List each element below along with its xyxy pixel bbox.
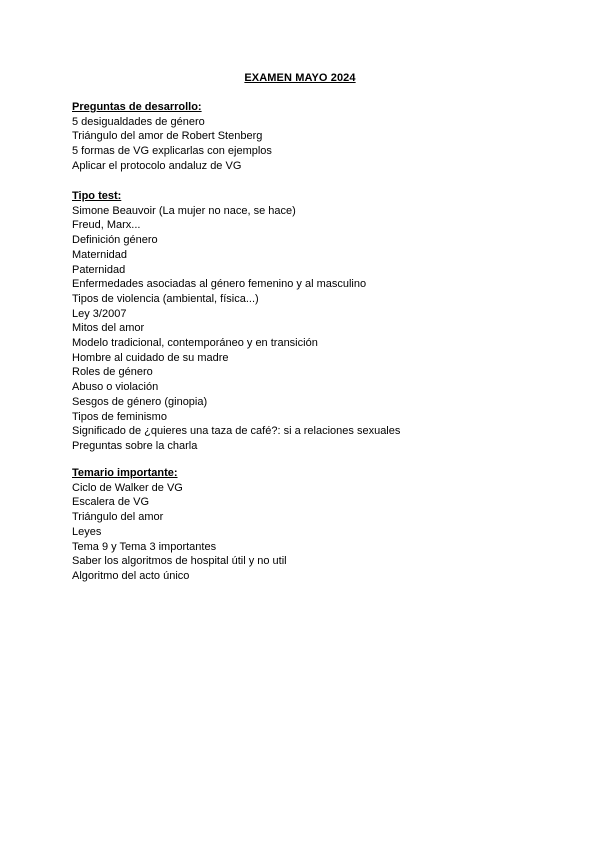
list-item: Leyes [72,525,102,538]
list-item: Saber los algoritmos de hospital útil y no util [72,555,287,568]
list-item: Tipos de violencia (ambiental, física...) [72,292,259,305]
section-heading: Tipo test: [72,190,122,202]
list-item: Enfermedades asociadas al género femenino y al masculino [72,278,367,291]
list-item: Maternidad [72,248,128,261]
list-item: Abuso o violación [72,381,159,394]
list-item: Roles de género [72,366,153,379]
list-item: Triángulo del amor [72,511,164,524]
list-item: Tema 9 y Tema 3 importantes [72,540,217,553]
document-title: EXAMEN MAYO 2024 [244,72,356,84]
section-heading: Preguntas de desarrollo: [72,101,202,113]
section-list [72,115,552,174]
section-temario-importante [72,466,552,584]
section-list [72,481,552,584]
list-item: Aplicar el protocolo andaluz de VG [72,159,242,172]
section-heading: Temario importante: [72,467,178,479]
list-item: 5 formas de VG explicarlas con ejemplos [72,145,272,158]
list-item: Mitos del amor [72,322,145,335]
section-list [72,204,552,454]
list-item: Preguntas sobre la charla [72,439,198,452]
list-item: Modelo tradicional, contemporáneo y en transición [72,337,318,350]
section-tipo-test [72,189,552,454]
list-item: Definición género [72,234,158,247]
list-item: Tipos de feminismo [72,410,167,423]
list-item: Freud, Marx... [72,219,141,232]
list-item: Significado de ¿quieres una taza de café?: si a relaciones sexuales [72,425,401,438]
list-item: Ley 3/2007 [72,307,127,320]
list-item: Simone Beauvoir (La mujer no nace, se hace) [72,204,296,217]
list-item: Sesgos de género (ginopia) [72,395,208,408]
list-item: Triángulo del amor de Robert Stenberg [72,130,263,143]
list-item: 5 desigualdades de género [72,115,205,128]
list-item: Algoritmo del acto único [72,569,190,582]
list-item: Ciclo de Walker de VG [72,481,183,494]
section-preguntas-desarrollo [72,100,552,174]
list-item: Paternidad [72,263,126,276]
list-item: Escalera de VG [72,496,150,509]
list-item: Hombre al cuidado de su madre [72,351,229,364]
